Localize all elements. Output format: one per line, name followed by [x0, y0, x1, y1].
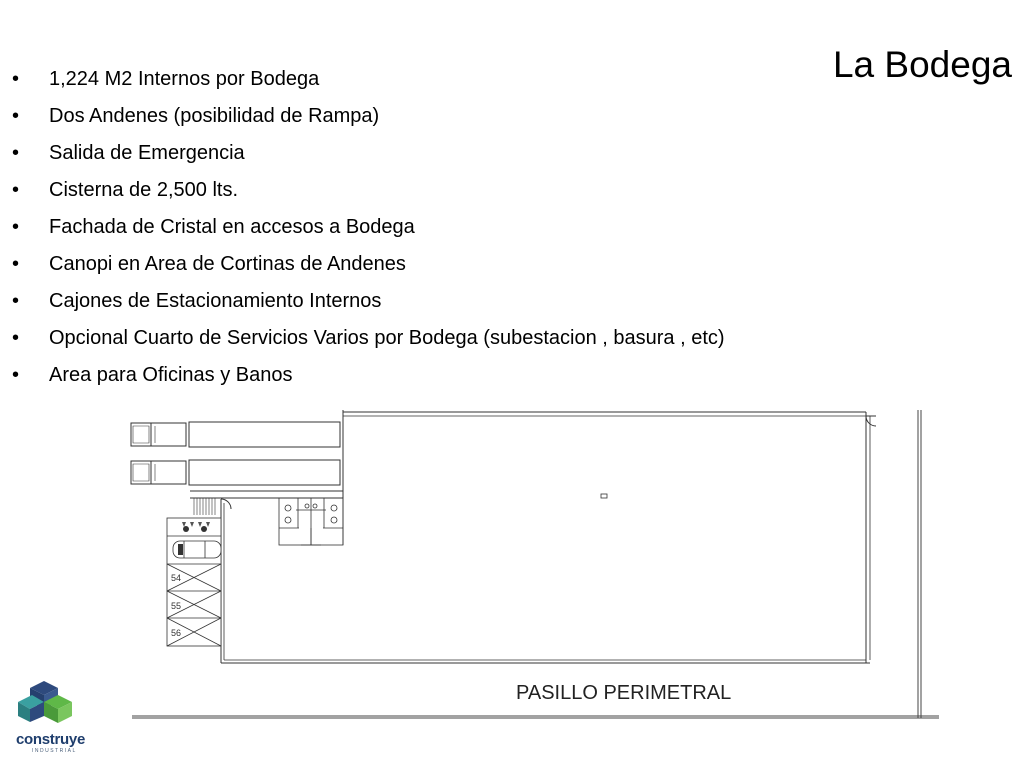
feature-text: Cisterna de 2,500 lts.: [49, 179, 238, 201]
stairs: [194, 498, 215, 515]
truck-icon: [131, 422, 340, 447]
feature-text: Cajones de Estacionamiento Internos: [49, 290, 382, 312]
bullet-icon: •: [12, 290, 20, 312]
bullet-icon: •: [12, 105, 20, 127]
feature-text: Dos Andenes (posibilidad de Rampa): [49, 105, 380, 127]
bullet-icon: •: [12, 253, 20, 275]
feature-text: Area para Oficinas y Banos: [49, 364, 293, 386]
feature-text: 1,224 M2 Internos por Bodega: [49, 68, 320, 90]
feature-text: Fachada de Cristal en accesos a Bodega: [49, 216, 415, 238]
logo-wordmark: construye: [16, 731, 85, 748]
bullet-icon: •: [12, 68, 20, 90]
logo-subtitle: INDUSTRIAL: [32, 748, 77, 754]
bullet-icon: •: [12, 364, 20, 386]
feature-text: Canopi en Area de Cortinas de Andenes: [49, 253, 406, 275]
feature-text: Salida de Emergencia: [49, 142, 245, 164]
corridor-label: PASILLO PERIMETRAL: [516, 682, 732, 704]
emergency-door-icon: [866, 416, 876, 426]
bullet-icon: •: [12, 327, 20, 349]
parking-number: 55: [171, 601, 182, 611]
cistern-marker: [601, 494, 607, 498]
feature-text: Opcional Cuarto de Servicios Varios por Bodega (subestacion , basura , etc): [49, 327, 725, 349]
bathrooms: [279, 498, 343, 545]
car-icon: [173, 541, 221, 558]
bullet-icon: •: [12, 142, 20, 164]
truck-icon: [131, 460, 340, 485]
bullet-icon: •: [12, 216, 20, 238]
parking-number: 54: [171, 573, 182, 583]
parking-number: 56: [171, 628, 182, 638]
slide-title: La Bodega: [832, 44, 1012, 85]
bullet-icon: •: [12, 179, 20, 201]
